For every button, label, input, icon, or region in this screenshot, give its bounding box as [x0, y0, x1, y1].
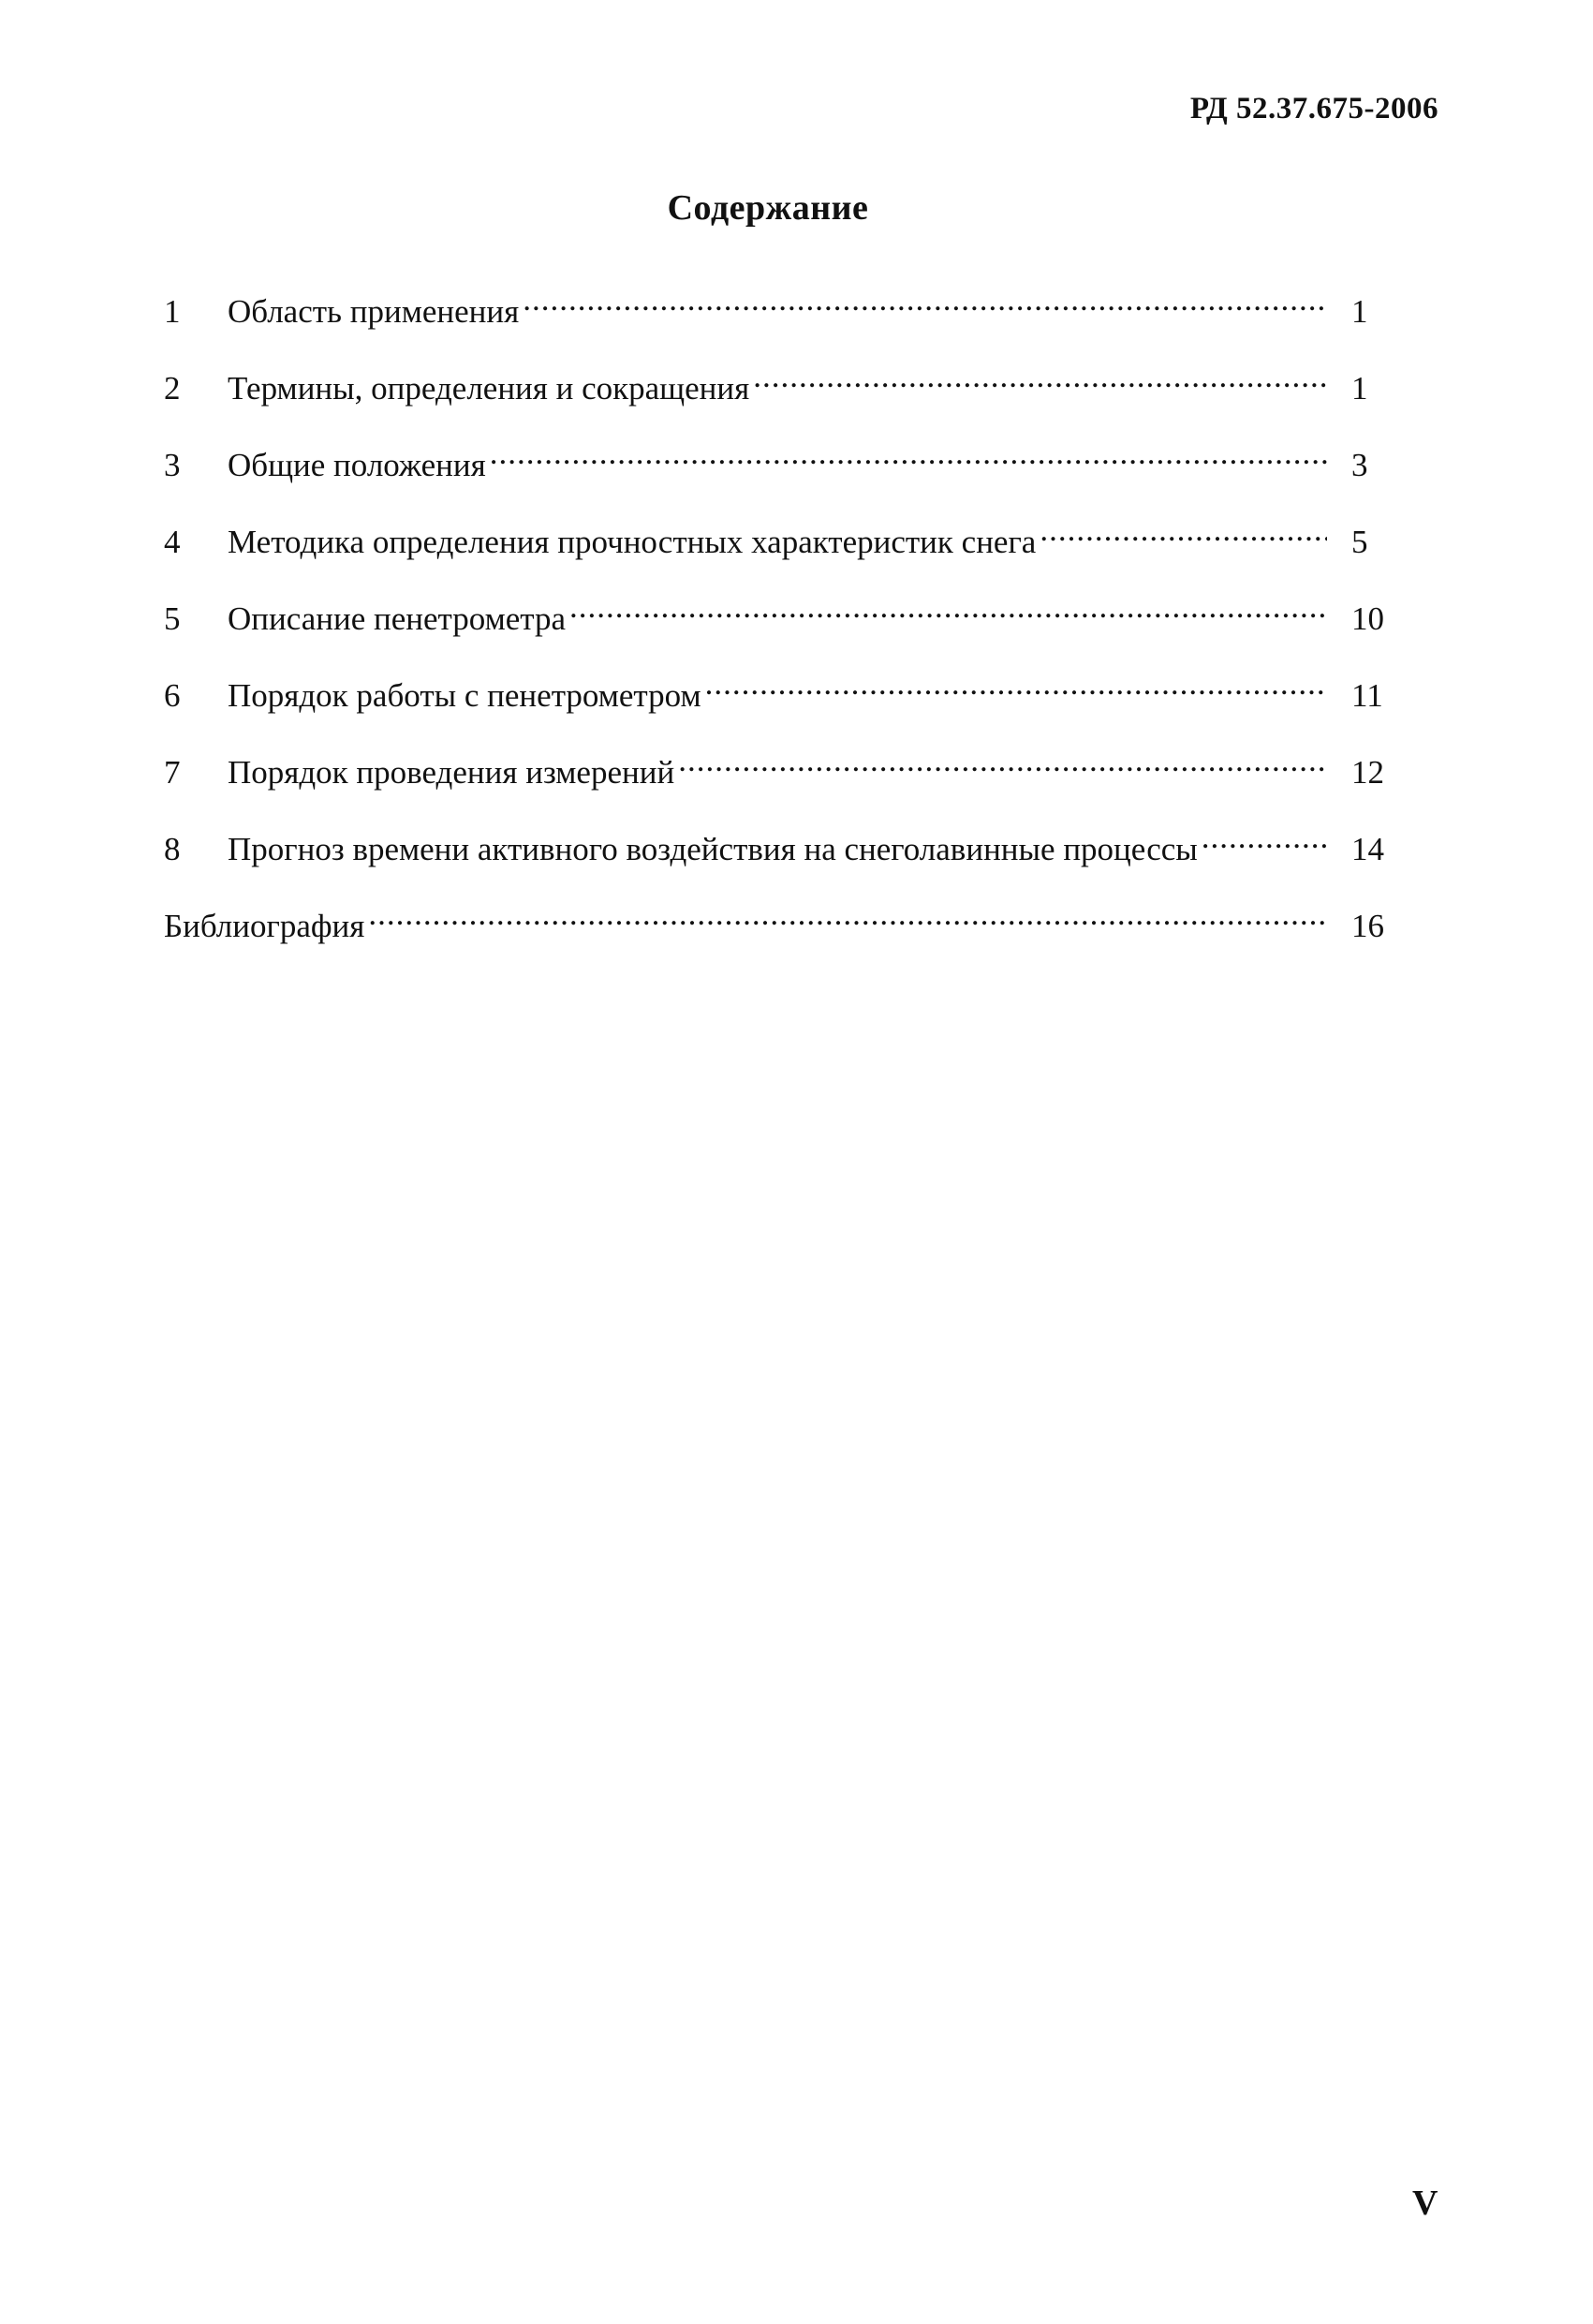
toc-entry-number: 5	[164, 600, 181, 637]
toc-entry[interactable]	[164, 442, 1426, 519]
document-code: РД 52.37.675-2006	[1189, 92, 1438, 126]
toc-entry-number: 4	[164, 524, 181, 560]
toc-entry-number: 7	[164, 754, 181, 791]
toc-entry-number: 2	[164, 370, 181, 407]
toc-entry-label: Область применения	[228, 293, 520, 330]
table-of-contents	[164, 289, 1426, 980]
toc-entry-page: 14	[1351, 831, 1384, 867]
toc-entry-number: 8	[164, 831, 181, 867]
toc-entry-page: 3	[1351, 447, 1368, 483]
toc-entry-label: Термины, определения и сокращения	[228, 370, 750, 407]
toc-entry-page: 10	[1351, 600, 1384, 637]
toc-entry[interactable]	[164, 826, 1426, 903]
toc-dot-leader	[678, 749, 1327, 783]
toc-entry-label: Общие положения	[228, 447, 486, 483]
toc-entry-number: 6	[164, 677, 181, 714]
toc-entry[interactable]	[164, 519, 1426, 596]
toc-dot-leader	[368, 903, 1327, 937]
toc-dot-leader	[569, 596, 1327, 629]
toc-entry-page: 12	[1351, 754, 1384, 791]
toc-dot-leader	[490, 442, 1327, 476]
toc-dot-leader	[1202, 826, 1327, 860]
toc-dot-leader	[705, 673, 1327, 706]
toc-entry[interactable]	[164, 289, 1426, 365]
toc-entry-label: Порядок проведения измерений	[228, 754, 675, 791]
toc-entry-number: 3	[164, 447, 181, 483]
toc-entry[interactable]	[164, 596, 1426, 673]
toc-entry-number: 1	[164, 293, 181, 330]
toc-entry-page: 1	[1351, 370, 1368, 407]
toc-entry-page: 1	[1351, 293, 1368, 330]
toc-entry[interactable]	[164, 365, 1426, 442]
page-title: Содержание	[667, 188, 869, 228]
toc-entry-bibliography[interactable]	[164, 903, 1426, 980]
toc-entry-label: Библиография	[164, 908, 365, 944]
toc-dot-leader	[1040, 519, 1327, 553]
toc-entry-label: Методика определения прочностных характеристик снега	[228, 524, 1037, 560]
page-number: V	[1412, 2183, 1438, 2223]
toc-entry-label: Прогноз времени активного воздействия на снеголавинные процессы	[228, 831, 1198, 867]
toc-entry-page: 5	[1351, 524, 1368, 560]
toc-entry-page: 16	[1351, 908, 1384, 944]
toc-entry-page: 11	[1351, 677, 1383, 714]
toc-dot-leader	[753, 365, 1327, 399]
toc-entry-label: Порядок работы с пенетрометром	[228, 677, 701, 714]
toc-entry[interactable]	[164, 673, 1426, 749]
toc-entry[interactable]	[164, 749, 1426, 826]
toc-dot-leader	[523, 289, 1327, 322]
toc-entry-label: Описание пенетрометра	[228, 600, 567, 637]
